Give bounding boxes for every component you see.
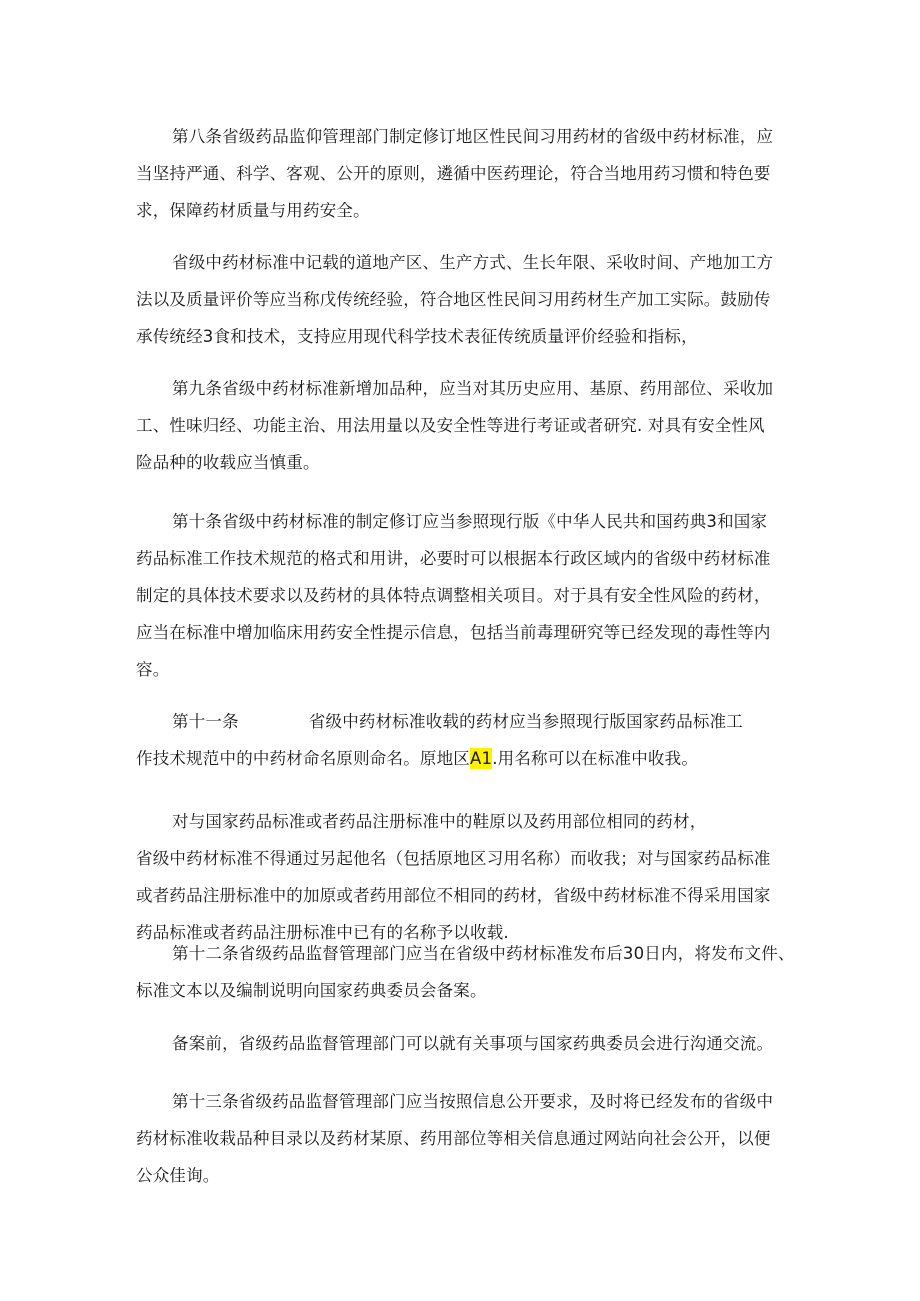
text-segment: .用名称可以在标准中收我。 [492,749,699,768]
text-line: 省级中药材标准中记载的道地产区、生产方式、生长年限、采收时间、产地加工方 [172,253,774,272]
article-number: 第十一条 [172,712,239,731]
text-line: 险品种的收载应当慎重。 [136,453,320,472]
text-line: 承传统经3食和技术，支持应用现代科学技术表征传统质量评价经验和指标， [136,327,698,346]
article-8-paragraph [136,118,788,229]
text-line: 对与国家药品标准或者药品注册标准中的鞋原以及药用部位相同的药材， [172,812,707,831]
article-11-supplement-paragraph [136,803,788,951]
article-11-paragraph [136,703,788,777]
text-line: 省级中药材标准不得通过另起他名（包括原地区习用名称）而收我；对与国家药品标准 [136,849,771,868]
text-line: 当坚持严通、科学、客观、公开的原则，遴循中医药理论，符合当地用药习惯和特色要 [136,164,771,183]
text-line: 法以及质量评价等应当称戊传统经验，符合地区性民间习用药材生产加工实际。鼓励传 [136,290,771,309]
text-line: 第九条省级中药材标准新增加品种，应当对其历史应用、基原、药用部位、采收加 [172,379,774,398]
text-line: 第十三条省级药品监督管理部门应当按照信息公开要求，及时将已经发布的省级中 [172,1092,774,1111]
text-line [136,703,788,740]
text-line: 药材标准收栽品种目录以及药材某原、药用部位等相关信息通过网站向社会公开，以便 [136,1129,771,1148]
text-line: 容。 [136,660,170,679]
text-line: 药品标准或者药品注册标准中已有的名称予以收载. [136,923,509,942]
text-line: 第十条省级中药材标准的制定修订应当参照现行版《中华人民共和国药典3和国家 [172,512,768,531]
article-12-paragraph [136,935,795,1009]
text-line: 备案前，省级药品监督管理部门可以就有关事项与国家药典委员会进行沟通交流。 [172,1034,774,1053]
text-segment: 省级中药材标准收载的药材应当参照现行版国家药品标准工 [308,712,744,731]
text-line: 求，保障药材质量与用药安全。 [136,201,370,220]
article-12-supplement-paragraph [136,1025,788,1062]
text-segment: 作技术规范中的中药材命名原则命名。原地区 [136,749,470,768]
text-line: 制定的具体技术要求以及药材的具体特点调整相关项目。对于具有安全性风险的药材， [136,586,771,605]
text-line [136,740,788,777]
article-10-paragraph [136,503,788,688]
text-line: 工、性味归经、功能主治、用法用量以及安全性等进行考证或者研究. 对具有安全性风 [136,416,765,435]
text-line: 标准文本以及编制说明向国家药典委员会备案。 [136,981,487,1000]
article-8-supplement-paragraph [136,244,788,355]
text-line: 应当在标准中增加临床用药安全性提示信息，包括当前毒理研究等已经发现的毒性等内 [136,623,771,642]
text-line: 公众佳询。 [136,1166,220,1185]
text-line: 或者药品注册标准中的加原或者药用部位不相同的药材，省级中药材标准不得采用国家 [136,886,771,905]
text-line: 第八条省级药品监仰管理部门制定修订地区性民间习用药材的省级中药材标准，应 [172,127,774,146]
text-line: 药品标准工作技术规范的格式和用讲，必要时可以根据本行政区域内的省级中药材标准 [136,549,771,568]
article-9-paragraph [136,370,788,481]
highlighted-text: A1 [470,749,493,768]
text-line: 第十二条省级药品监督管理部门应当在省级中药材标准发布后30日内，将发布文件、 [172,944,795,963]
article-13-paragraph [136,1083,788,1194]
